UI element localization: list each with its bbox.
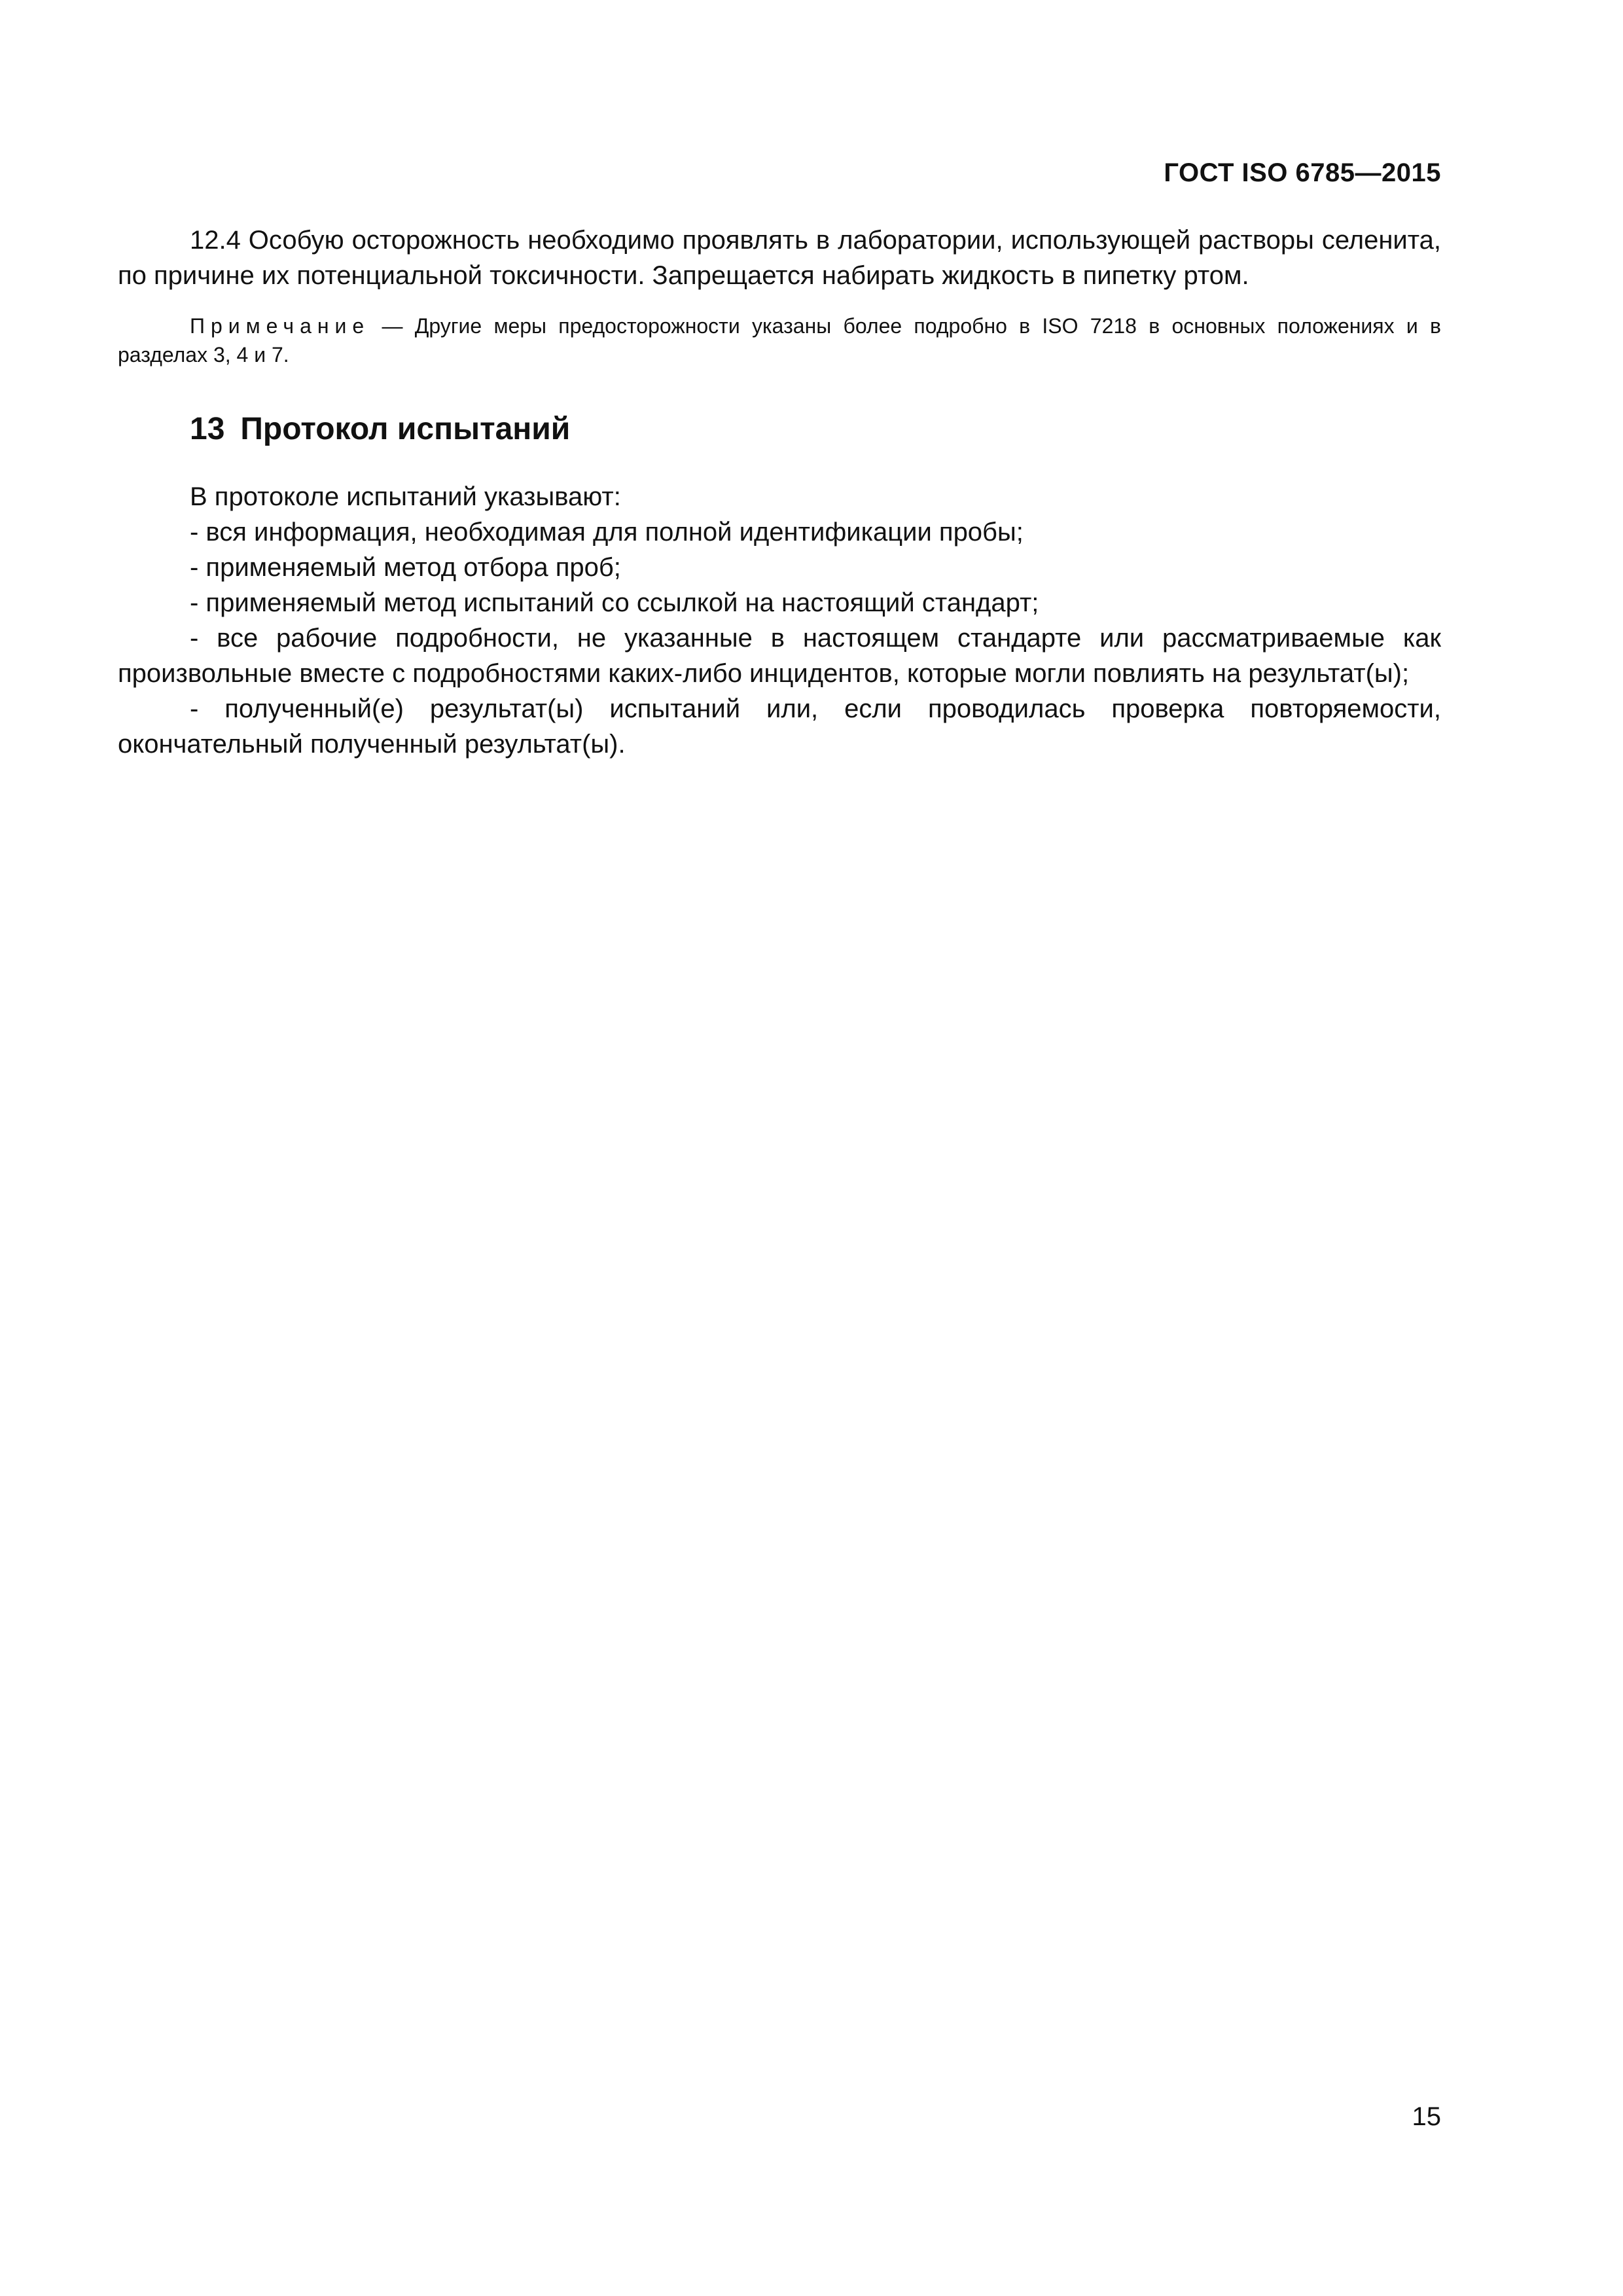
page-number: 15 [1412,2102,1441,2131]
page-content [118,223,1441,762]
section-13-title: Протокол испытаний [240,412,571,446]
note-paragraph [118,312,1441,369]
list-item: - все рабочие подробности, не указанные в настоящем стандарте или рассматриваемые как произвольные вместе с подробностями каких-либо инцидентов, которые могли повлиять на результат(ы); [118,624,1441,688]
section-13-heading [190,408,1441,450]
report-requirements-list [118,514,1441,762]
list-item: - применяемый метод испытаний со ссылкой на настоящий стандарт; [190,588,1039,617]
note-label: Примечание [190,314,370,338]
document-code-header: ГОСТ ISO 6785—2015 [1164,158,1441,187]
list-item: - применяемый метод отбора проб; [190,553,621,582]
note-dash: — [370,314,415,338]
list-item: - вся информация, необходимая для полной идентификации пробы; [190,518,1024,547]
section-13-number: 13 [190,412,225,446]
section-13-intro: В протоколе испытаний указывают: [190,482,621,511]
list-item: - полученный(е) результат(ы) испытаний или, если проводилась проверка повторяемости, окончательный полученный результат(ы). [118,694,1441,759]
note-text: Другие меры предосторожности указаны более подробно в ISO 7218 в основных положениях и в разделах 3, 4 и 7. [118,314,1442,367]
clause-12-4-paragraph: 12.4 Особую осторожность необходимо проявлять в лаборатории, использующей растворы селенита, по причине их потенциальной токсичности. Запрещается набирать жидкость в пипетку ртом. [118,226,1441,290]
